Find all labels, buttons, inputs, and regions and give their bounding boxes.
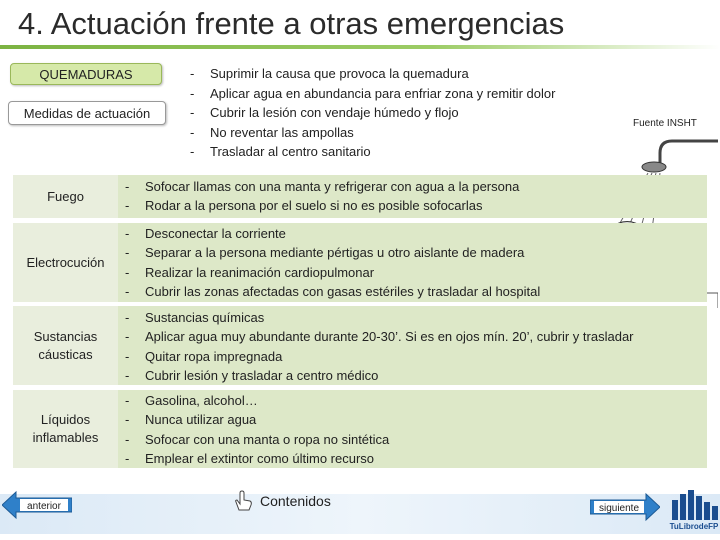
list-item: - Sustancias químicas	[125, 310, 265, 325]
logo-text: TuLibrodeFP	[669, 522, 719, 531]
list-item: - Nunca utilizar agua	[125, 412, 257, 428]
row-items	[125, 224, 540, 301]
list-item: - Realizar la reanimación cardiopulmonar	[125, 264, 375, 280]
medidas-actuacion-button[interactable]: Medidas de actuación	[8, 101, 166, 125]
list-item: - Emplear el extintor como último recurso	[125, 450, 375, 466]
list-item: - Quitar ropa impregnada	[125, 348, 283, 364]
row-items	[125, 177, 519, 216]
row-items	[125, 308, 634, 385]
quemaduras-button[interactable]: QUEMADURAS	[10, 63, 162, 85]
list-item: - Rodar a la persona por el suelo si no es posible sofocarlas	[125, 198, 483, 214]
list-item: - Sofocar llamas con una manta y refrigerar con agua a la persona	[125, 179, 520, 194]
title-bar	[0, 0, 720, 50]
list-item: - Suprimir la causa que provoca la quemadura	[190, 66, 469, 81]
page-title: 4. Actuación frente a otras emergencias	[18, 6, 565, 41]
row-label: Sustancias cáusticas	[13, 306, 118, 385]
title-underline	[0, 45, 720, 49]
list-item: - No reventar las ampollas	[190, 124, 354, 140]
row-electrocucion	[13, 223, 707, 302]
source-note: Fuente INSHT	[633, 118, 697, 129]
list-item: - Aplicar agua en abundancia para enfriar zona y remitir dolor	[190, 85, 556, 101]
row-liquidos-inflamables	[13, 390, 707, 468]
list-item: - Separar a la persona mediante pértigas u otro aislante de madera	[125, 245, 525, 261]
next-arrow-icon[interactable]	[590, 492, 660, 522]
list-item: - Cubrir las zonas afectadas con gasas estériles y trasladar al hospital	[125, 283, 541, 299]
row-sustancias-causticas	[13, 306, 707, 385]
list-item: - Aplicar agua muy abundante durante 20-30’. Si es en ojos mín. 20’, cubrir y trasladar	[125, 329, 634, 345]
row-label: Líquidos inflamables	[13, 390, 118, 468]
prev-label: anterior	[27, 501, 61, 512]
list-item: - Gasolina, alcohol…	[125, 393, 258, 408]
row-label: Electrocución	[13, 223, 118, 302]
pointer-hand-icon	[232, 490, 254, 512]
list-item: - Desconectar la corriente	[125, 226, 286, 241]
row-label: Fuego	[13, 175, 118, 218]
list-item: - Trasladar al centro sanitario	[190, 144, 371, 159]
contents-link[interactable]	[232, 490, 331, 512]
next-label: siguiente	[598, 503, 640, 514]
list-item: - Cubrir lesión y trasladar a centro médico	[125, 367, 379, 383]
list-item: - Sofocar con una manta o ropa no sintética	[125, 431, 390, 447]
contents-label: Contenidos	[260, 493, 331, 509]
row-fuego	[13, 175, 707, 218]
prev-arrow-icon[interactable]	[2, 490, 72, 520]
row-items	[125, 391, 389, 468]
list-item: - Cubrir la lesión con vendaje húmedo y flojo	[190, 105, 459, 120]
quemaduras-list	[190, 64, 555, 162]
